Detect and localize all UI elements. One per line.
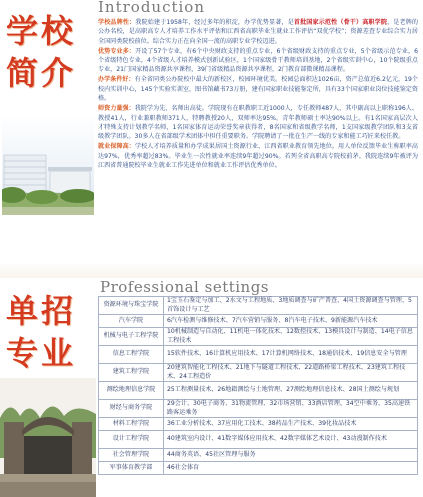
campus-buildings-illustration	[2, 115, 94, 215]
programs-cell: 29会计、30电子商务、31物流管理、32市场营销、33酒店管理、34空中乘务、35高速铁路客运乘务	[164, 400, 418, 418]
dept-cell: 设计工程学院	[99, 431, 164, 449]
paragraph-lead: 师资力量强：	[98, 105, 135, 113]
intro-paragraph	[98, 18, 418, 46]
paragraph-text: 学校人才培养质量和办学成果居国土资源行业、江西省职业教育领先地位。用人单位反馈毕业生称职率高达97%，优秀率超过83%。毕业生一次性就业率连续9年超过90%。若列全省高职高专院校前茅。我院连续9年被评为江西省普通院校毕业生就业工作先进单位和就业工作评估优秀单位。	[98, 143, 419, 169]
dept-cell: 信息工程学院	[99, 346, 164, 364]
campus-gate-illustration	[0, 378, 96, 497]
paragraph-lead: 办学条件好：	[98, 76, 135, 84]
paragraph-lead: 优势专业多：	[98, 47, 136, 55]
table-row	[99, 418, 418, 431]
table-row	[99, 297, 418, 315]
programs-cell: 10机械制造与自动化、11机电一体化技术、12数控技术、13模具设计与制造、14电子信息工程技术	[164, 328, 418, 346]
paragraph-text: 有全省同类公办院校中最大的新校区，校园环境优美。校园总面积达1026亩，资产总值近6.2亿元，19个校内实训中心，145个实验实训室，图书馆藏书73万册，建有国家职业技能鉴定所，具有33个国家职业岗位技能鉴定资格。	[98, 76, 419, 103]
table-row	[99, 328, 418, 346]
intro-paragraph	[98, 142, 418, 170]
intro-heading-en: Introduction	[98, 0, 205, 16]
paragraph-text: 开设了57个专业，有6个中央财政支持的重点专业，6个省级财政支持的重点专业，5个省级示范专业，6个省级特色专业，4个省级人才培养模式创新试验区，1个国家级骨干教师培训基地，2个省级实训中心，10个院级重点专业，21门国家精品资源共享课程，39门省级精品资源共享课程，2门教育部微课精品课程。	[98, 47, 419, 74]
dept-cell: 材料工程学院	[99, 418, 164, 431]
dept-cell: 资源环境与珠宝学院	[99, 297, 164, 315]
programs-cell: 20建筑智能化工程技术、21地下与隧道工程技术、22道路桥梁工程技术、23建筑工程技术、24工程造价	[164, 364, 418, 382]
table-row	[99, 315, 418, 328]
paragraph-text: 我院学为先，名师出高徒。学院现有在职教职工近1000人，专任教师487人，其中副高以上职称196人、教授41人，行业兼职教师371人，特聘教授20人，双师率达95%，青年教师硕士率达90%以上。有1名国家高层次人才特殊支持计划教学名师，1名国家体育运动荣誉奖章获得者，8名国家和省级教学名师，1支国家级教学团队和3支省级教学团队。30多人在省部级学术团体中担任重要职务。学院聘请了一批在生产一线的专家和能工巧匠来校任教。	[98, 105, 419, 141]
paragraph-lead: 就业保障高：	[98, 143, 135, 151]
programs-cell: 25工程测量技术、26地籍测绘与土地管理、27测绘地理信息技术、28国土测绘与规划	[164, 382, 418, 400]
dept-cell: 机械与电子工程学院	[99, 328, 164, 346]
professional-settings-section	[0, 278, 423, 497]
dept-cell: 汽车学院	[99, 315, 164, 328]
dept-cell: 建筑工程学院	[99, 364, 164, 382]
intro-paragraph	[98, 47, 418, 75]
programs-cell: 46社会体育	[164, 462, 418, 475]
dept-cell: 社会管理学院	[99, 449, 164, 462]
dept-cell: 财经与商务学院	[99, 400, 164, 418]
intro-body	[98, 18, 418, 171]
programs-cell: 6汽车检测与维修技术、7汽车营销与服务、8汽车电子技术、9新能源汽车技术	[164, 315, 418, 328]
programs-cell: 36工业分析技术、37应用化工技术、38药品生产技术、39化妆品技术	[164, 418, 418, 431]
table-row	[99, 346, 418, 364]
table-row	[99, 431, 418, 449]
table-row	[99, 400, 418, 418]
intro-title-cn	[6, 10, 94, 94]
table-row	[99, 462, 418, 475]
table-row	[99, 382, 418, 400]
table-row	[99, 449, 418, 462]
programs-cell: 15软件技术、16计算机应用技术、17计算机网络技术、18通信技术、19信息安全与管理	[164, 346, 418, 364]
paragraph-text: 我院始建于1958年，经过多年的积淀，办学优势显著，是	[135, 19, 294, 26]
intro-paragraph	[98, 75, 418, 103]
programs-cell: 1宝玉石鉴定与加工、2水文与工程地质、3地质调查与矿产普查、4国土资源调查与管理、5首饰设计与工艺	[164, 297, 418, 315]
majors-table	[98, 296, 418, 475]
dept-cell: 测绘地理信息学院	[99, 382, 164, 400]
gate-photo	[0, 378, 96, 497]
programs-cell: 44商务英语、45社区管理与服务	[164, 449, 418, 462]
table-row	[99, 364, 418, 382]
campus-photo	[2, 115, 94, 215]
intro-title-line2: 简介	[6, 54, 77, 92]
dept-cell: 军事体育教学部	[99, 462, 164, 475]
majors-heading-en: Professional settings	[100, 278, 270, 296]
majors-title-line1: 单招	[6, 292, 77, 330]
intro-paragraph	[98, 104, 418, 141]
paragraph-lead: 学校品牌性：	[98, 19, 136, 26]
paragraph-text: ，是老牌的公办名校，是高职高专人才培养工作水平评估和江西省高职毕业生就业工作评估“双优学校”；资源差查专业综合实力居全国同类院校前位。综合实力正在向全国一流的高职专业学校迈进。	[98, 19, 419, 45]
majors-title-line2: 专业	[6, 334, 77, 372]
intro-title-line1: 学校	[6, 12, 77, 50]
paragraph-highlight: 首批国家示范性（骨干）高职学院	[293, 19, 388, 26]
majors-title-cn	[6, 290, 94, 374]
programs-cell: 40建筑室内设计、41数字媒体应用技术、42数字媒体艺术设计、43动漫制作技术	[164, 431, 418, 449]
